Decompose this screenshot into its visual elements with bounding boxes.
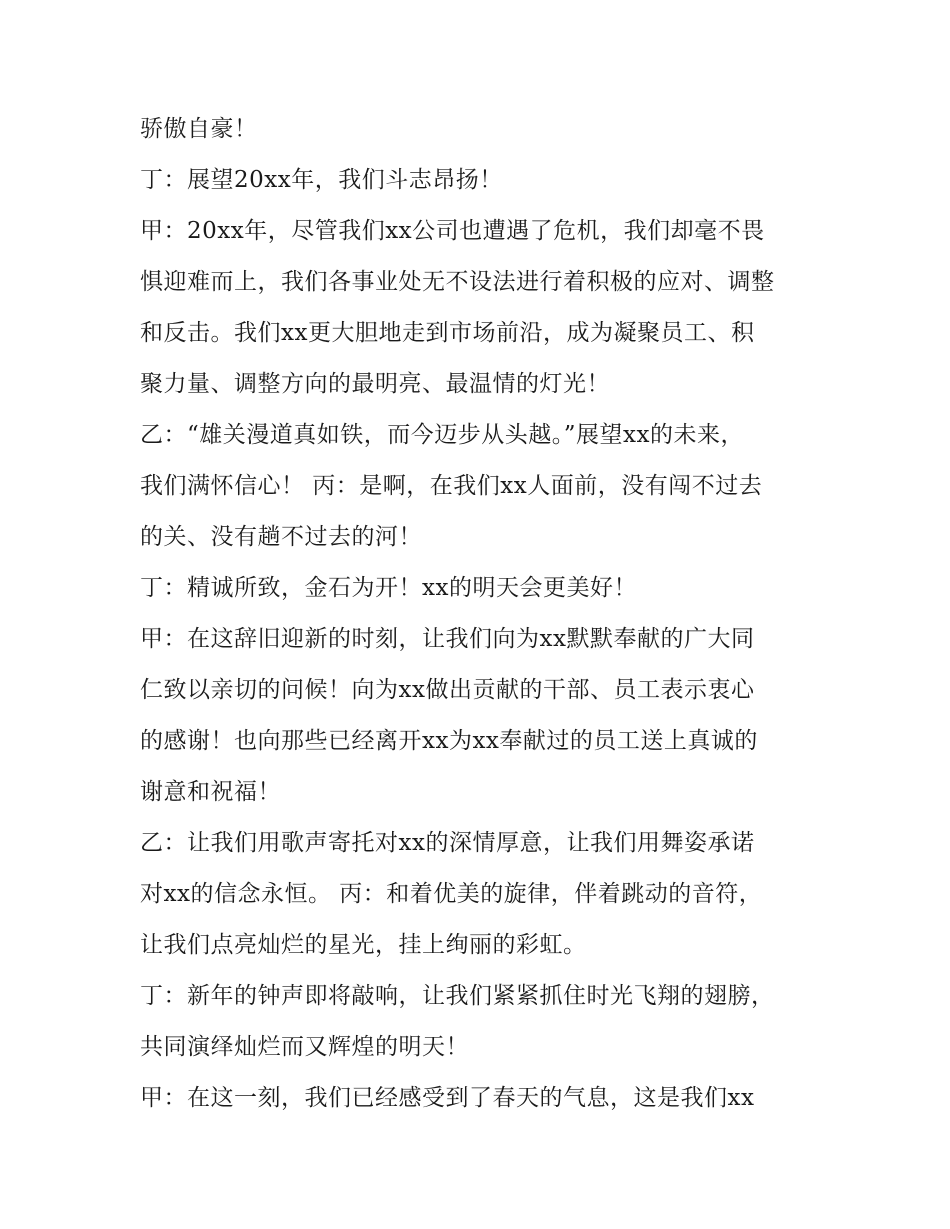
text-line-9: 的关、没有趟不过去的河！ <box>140 524 422 550</box>
text-line-8: 我们满怀信心！ 丙：是啊，在我们xx人面前，没有闯不过去 <box>140 473 763 499</box>
text-line-17: 让我们点亮灿烂的星光，挂上绚丽的彩虹。 <box>140 932 587 958</box>
text-line-20: 甲：在这一刻，我们已经感受到了春天的气息，这是我们xx <box>140 1085 755 1111</box>
text-line-12: 仁致以亲切的问候！向为xx做出贡献的干部、员工表示衷心 <box>140 677 755 703</box>
text-line-15: 乙：让我们用歌声寄托对xx的深情厚意，让我们用舞姿承诺 <box>140 830 755 856</box>
text-line-19: 共同演绎灿烂而又辉煌的明天！ <box>140 1034 469 1060</box>
text-line-4: 惧迎难而上，我们各事业处无不设法进行着积极的应对、调整 <box>140 269 775 295</box>
text-line-5: 和反击。我们xx更大胆地走到市场前沿，成为凝聚员工、积 <box>140 320 755 346</box>
text-line-7: 乙：“雄关漫道真如铁，而今迈步从头越。”展望xx的未来， <box>140 422 744 448</box>
text-line-11: 甲：在这辞旧迎新的时刻，让我们向为xx默默奉献的广大同 <box>140 626 755 652</box>
text-line-10: 丁：精诚所致，金石为开！xx的明天会更美好！ <box>140 575 637 601</box>
text-line-1: 骄傲自豪！ <box>140 116 258 142</box>
text-line-13: 的感谢！也向那些已经离开xx为xx奉献过的员工送上真诚的 <box>140 728 758 754</box>
text-line-2: 丁：展望20xx年，我们斗志昂扬！ <box>140 167 503 193</box>
document-body <box>140 104 820 1124</box>
text-line-16: 对xx的信念永恒。 丙：和着优美的旋律，伴着跳动的音符， <box>140 881 763 907</box>
text-line-3: 甲：20xx年，尽管我们xx公司也遭遇了危机，我们却毫不畏 <box>140 218 765 244</box>
text-line-18: 丁：新年的钟声即将敲响，让我们紧紧抓住时光飞翔的翅膀， <box>140 983 775 1009</box>
text-line-6: 聚力量、调整方向的最明亮、最温情的灯光！ <box>140 371 610 397</box>
text-line-14: 谢意和祝福！ <box>140 779 281 805</box>
